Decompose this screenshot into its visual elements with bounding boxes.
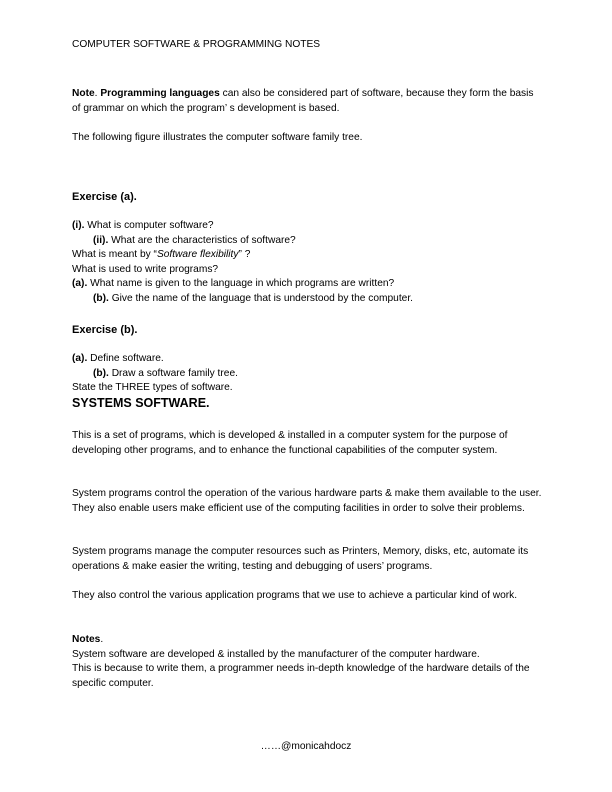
exercise-a-item: What is meant by “Software flexibility” ? — [72, 249, 251, 260]
exercise-b-item: (b). Draw a software family tree. — [93, 368, 238, 379]
exercise-b-heading: Exercise (b). — [72, 324, 138, 336]
systems-paragraph: This is a set of programs, which is developed & installed in a computer system for the purpose of developing other programs, and to enhance the functional capabilities of the computer system. — [72, 430, 508, 456]
exercise-a-item: (a). What name is given to the language in which programs are written? — [72, 278, 395, 289]
figure-sentence: The following figure illustrates the computer software family tree. — [72, 132, 363, 143]
page-header: COMPUTER SOFTWARE & PROGRAMMING NOTES — [72, 39, 321, 50]
exercise-a-item: (ii). What are the characteristics of software? — [93, 235, 296, 246]
notes-line: This is because to write them, a programmer needs in-depth knowledge of the hardware details of the specific computer. — [72, 663, 530, 689]
systems-paragraph: They also control the various application programs that we use to achieve a particular kind of work. — [72, 590, 518, 601]
note-label: Note — [72, 88, 95, 99]
note-term: Programming languages — [100, 88, 220, 99]
exercise-a-item: What is used to write programs? — [72, 264, 219, 275]
notes-line: System software are developed & installed by the manufacturer of the computer hardware. — [72, 649, 480, 660]
exercise-a-item: (b). Give the name of the language that is understood by the computer. — [93, 293, 413, 304]
systems-paragraph: System programs manage the computer resources such as Printers, Memory, disks, etc, automate its operations & make easier the writing, testing and debugging of users’ programs. — [72, 546, 529, 572]
systems-paragraph: System programs control the operation of the various hardware parts & make them available to the user. They also enable users make efficient use of the computing facilities in order to solve their problems. — [72, 488, 542, 514]
systems-software-heading: SYSTEMS SOFTWARE. — [72, 396, 210, 410]
notes-heading: Notes. — [72, 634, 104, 645]
note-paragraph: Note. Programming languages can also be considered part of software, because they form the basis of grammar on which the program’ s development is based. — [72, 88, 534, 114]
page-footer: ……@monicahdocz — [260, 741, 352, 752]
exercise-b-item: (a). Define software. — [72, 353, 164, 364]
exercise-a-heading: Exercise (a). — [72, 191, 137, 203]
note-text: can also be considered part of software, because they form the basis of grammar on which the program’ s development is based. — [72, 88, 534, 114]
exercise-a-item: (i). What is computer software? — [72, 220, 214, 231]
exercise-b-item: State the THREE types of software. — [72, 382, 233, 393]
